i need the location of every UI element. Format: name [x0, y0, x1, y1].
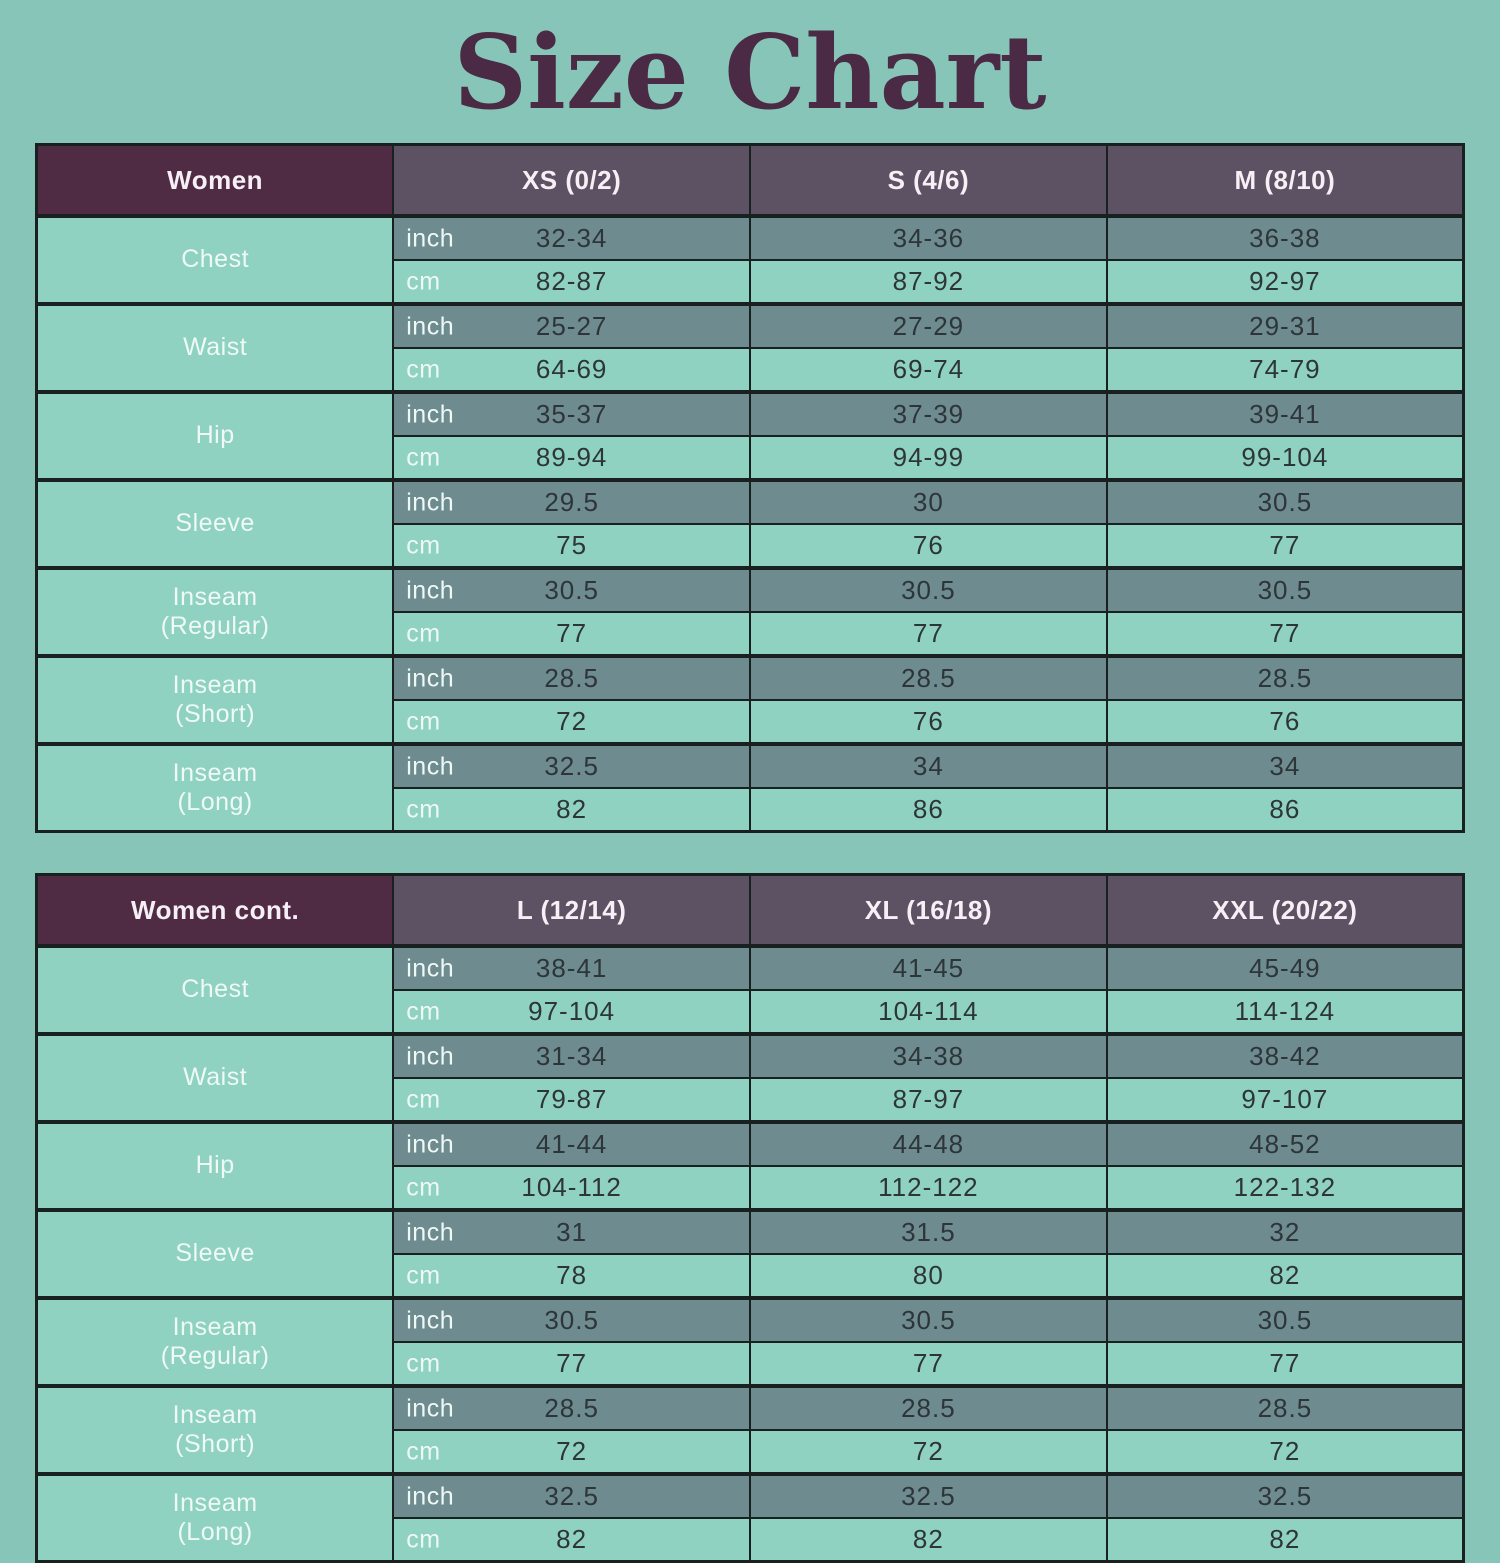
size-value: 38-41 — [535, 953, 608, 984]
size-value-cell — [393, 1474, 750, 1518]
unit-label-inch: inch — [406, 664, 455, 693]
size-value: 76 — [912, 706, 944, 737]
size-value-cell — [393, 568, 750, 612]
size-value-cell — [393, 946, 750, 990]
size-value-cell — [1107, 788, 1464, 832]
size-value: 30 — [912, 487, 944, 518]
measurement-subrow-inch — [37, 216, 1464, 260]
size-value-cell — [750, 1342, 1107, 1386]
size-value: 76 — [1269, 706, 1301, 737]
size-value-cell — [750, 1298, 1107, 1342]
table-body — [37, 946, 1464, 1562]
header-row — [37, 145, 1464, 217]
size-value: 79-87 — [535, 1084, 608, 1115]
size-table-women — [35, 143, 1465, 833]
size-value-cell — [1107, 1298, 1464, 1342]
size-value: 31 — [556, 1217, 588, 1248]
unit-label-cm: cm — [406, 997, 441, 1026]
unit-label-inch: inch — [406, 1218, 455, 1247]
size-value: 30.5 — [1257, 575, 1313, 606]
size-value-cell — [750, 744, 1107, 788]
size-value: 72 — [912, 1436, 944, 1467]
size-value: 77 — [556, 618, 588, 649]
size-value-cell — [393, 524, 750, 568]
unit-label-inch: inch — [406, 1394, 455, 1423]
size-value-cell — [750, 1518, 1107, 1562]
measurement-name: Inseam — [172, 1488, 258, 1517]
size-value: 82 — [1269, 1524, 1301, 1555]
size-value-cell — [750, 1210, 1107, 1254]
size-value-cell — [1107, 1254, 1464, 1298]
size-value: 31-34 — [535, 1041, 608, 1072]
size-value: 82 — [556, 1524, 588, 1555]
size-value-cell — [1107, 1342, 1464, 1386]
size-value: 82 — [1269, 1260, 1301, 1291]
size-value-cell — [750, 700, 1107, 744]
size-value: 34 — [912, 751, 944, 782]
unit-label-inch: inch — [406, 312, 455, 341]
size-value: 32.5 — [1257, 1481, 1313, 1512]
size-value: 31.5 — [901, 1217, 956, 1248]
page-title: Size Chart — [453, 13, 1047, 133]
size-value: 30.5 — [901, 575, 956, 606]
measurement-name: Inseam — [172, 670, 258, 699]
size-value: 87-92 — [892, 266, 965, 297]
size-value: 30.5 — [544, 1305, 599, 1336]
size-value-cell — [750, 260, 1107, 304]
measurement-label — [37, 656, 394, 744]
measurement-name: Inseam — [172, 758, 258, 787]
size-value-cell — [1107, 524, 1464, 568]
size-value: 28.5 — [1257, 1393, 1313, 1424]
size-value: 28.5 — [901, 1393, 956, 1424]
size-value: 28.5 — [544, 663, 599, 694]
size-value-cell — [750, 990, 1107, 1034]
size-value-cell — [393, 1122, 750, 1166]
size-value: 39-41 — [1249, 399, 1321, 430]
size-value: 97-104 — [528, 996, 616, 1027]
size-value: 82 — [556, 794, 588, 825]
size-value-cell — [393, 1254, 750, 1298]
size-value-cell — [393, 304, 750, 348]
size-value-cell — [750, 480, 1107, 524]
size-value-cell — [1107, 1122, 1464, 1166]
size-value: 86 — [912, 794, 944, 825]
size-value: 30.5 — [901, 1305, 956, 1336]
table-body — [37, 216, 1464, 832]
size-value-cell — [750, 304, 1107, 348]
size-value: 77 — [1269, 530, 1301, 561]
measurement-label — [37, 1298, 394, 1386]
unit-label-inch: inch — [406, 1482, 455, 1511]
measurement-name: Inseam — [172, 1400, 258, 1429]
size-value: 64-69 — [535, 354, 608, 385]
size-value-cell — [1107, 1034, 1464, 1078]
size-value: 77 — [912, 618, 944, 649]
size-value-cell — [750, 1474, 1107, 1518]
size-value: 41-45 — [892, 953, 965, 984]
size-value: 38-42 — [1249, 1041, 1321, 1072]
size-value-cell — [750, 216, 1107, 260]
unit-label-cm: cm — [406, 1525, 441, 1554]
unit-label-cm: cm — [406, 707, 441, 736]
unit-label-inch: inch — [406, 1042, 455, 1071]
unit-label-cm: cm — [406, 1085, 441, 1114]
size-value: 72 — [1269, 1436, 1301, 1467]
size-value-cell — [1107, 480, 1464, 524]
size-value: 69-74 — [892, 354, 965, 385]
size-value-cell — [1107, 436, 1464, 480]
size-value: 122-132 — [1233, 1172, 1337, 1203]
unit-label-cm: cm — [406, 1437, 441, 1466]
size-value-cell — [750, 348, 1107, 392]
size-value: 86 — [1269, 794, 1301, 825]
size-value-cell — [393, 1166, 750, 1210]
size-value: 74-79 — [1249, 354, 1321, 385]
measurement-name: Chest — [181, 975, 250, 1004]
size-value-cell — [750, 612, 1107, 656]
unit-label-cm: cm — [406, 795, 441, 824]
size-value: 92-97 — [1249, 266, 1321, 297]
size-table-women-cont — [35, 873, 1465, 1563]
measurement-label — [37, 568, 394, 656]
size-value-cell — [750, 568, 1107, 612]
unit-label-inch: inch — [406, 224, 455, 253]
unit-label-inch: inch — [406, 576, 455, 605]
size-value-cell — [393, 700, 750, 744]
measurement-label — [37, 480, 394, 568]
table-title-cell: Women cont. — [37, 875, 394, 947]
size-value: 94-99 — [892, 442, 965, 473]
size-value-cell — [750, 946, 1107, 990]
measurement-subrow-inch — [37, 744, 1464, 788]
size-value: 44-48 — [892, 1129, 965, 1160]
measurement-sublabel: (Regular) — [160, 1342, 270, 1371]
size-value-cell — [393, 612, 750, 656]
size-value: 80 — [912, 1260, 944, 1291]
size-value: 36-38 — [1249, 223, 1321, 254]
header-row — [37, 875, 1464, 947]
size-value-cell — [750, 1078, 1107, 1122]
size-value-cell — [393, 990, 750, 1034]
size-value: 37-39 — [892, 399, 965, 430]
size-value-cell — [1107, 946, 1464, 990]
measurement-label — [37, 216, 394, 304]
size-value-cell — [393, 436, 750, 480]
size-value: 77 — [1269, 618, 1301, 649]
measurement-sublabel: (Long) — [177, 788, 253, 817]
size-value-cell — [393, 656, 750, 700]
measurement-subrow-inch — [37, 480, 1464, 524]
size-value: 99-104 — [1241, 442, 1329, 473]
size-value: 87-97 — [892, 1084, 965, 1115]
unit-label-inch: inch — [406, 400, 455, 429]
size-value-cell — [393, 1078, 750, 1122]
size-value-cell — [393, 1386, 750, 1430]
unit-label-inch: inch — [406, 954, 455, 983]
measurement-subrow-inch — [37, 304, 1464, 348]
size-value: 35-37 — [535, 399, 608, 430]
size-column-header-l: L (12/14) — [393, 875, 750, 947]
measurement-name: Sleeve — [175, 1239, 255, 1268]
measurement-sublabel: (Regular) — [160, 612, 270, 641]
size-value-cell — [1107, 260, 1464, 304]
measurement-label — [37, 392, 394, 480]
measurement-label — [37, 1034, 394, 1122]
size-value: 32.5 — [544, 1481, 599, 1512]
size-value-cell — [750, 1430, 1107, 1474]
size-value-cell — [393, 1518, 750, 1562]
size-value: 28.5 — [544, 1393, 599, 1424]
size-value: 82-87 — [535, 266, 608, 297]
size-value: 34-36 — [892, 223, 965, 254]
size-value-cell — [1107, 1166, 1464, 1210]
size-value: 32 — [1269, 1217, 1301, 1248]
size-column-header-xs: XS (0/2) — [393, 145, 750, 217]
size-value-cell — [1107, 568, 1464, 612]
measurement-label — [37, 1386, 394, 1474]
size-value-cell — [393, 392, 750, 436]
size-value-cell — [750, 1034, 1107, 1078]
size-value-cell — [750, 1122, 1107, 1166]
measurement-sublabel: (Short) — [175, 1430, 256, 1459]
size-value: 41-44 — [535, 1129, 608, 1160]
size-column-header-m: M (8/10) — [1107, 145, 1464, 217]
measurement-subrow-inch — [37, 946, 1464, 990]
size-value-cell — [393, 480, 750, 524]
size-value: 97-107 — [1241, 1084, 1329, 1115]
size-value: 112-122 — [878, 1172, 979, 1203]
size-column-header-xl: XL (16/18) — [750, 875, 1107, 947]
size-value-cell — [1107, 348, 1464, 392]
unit-label-cm: cm — [406, 267, 441, 296]
unit-label-cm: cm — [406, 619, 441, 648]
unit-label-cm: cm — [406, 1173, 441, 1202]
unit-label-inch: inch — [406, 488, 455, 517]
size-value-cell — [1107, 700, 1464, 744]
size-value-cell — [750, 1166, 1107, 1210]
measurement-subrow-inch — [37, 1122, 1464, 1166]
unit-label-inch: inch — [406, 1130, 455, 1159]
measurement-label — [37, 1122, 394, 1210]
size-value-cell — [1107, 1518, 1464, 1562]
size-value: 77 — [1269, 1348, 1301, 1379]
size-value-cell — [393, 744, 750, 788]
size-value: 32.5 — [544, 751, 599, 782]
size-value-cell — [1107, 216, 1464, 260]
size-value-cell — [750, 656, 1107, 700]
measurement-name: Hip — [195, 1151, 235, 1180]
size-column-header-xxl: XXL (20/22) — [1107, 875, 1464, 947]
size-value: 25-27 — [535, 311, 608, 342]
measurement-subrow-inch — [37, 1210, 1464, 1254]
size-value-cell — [750, 436, 1107, 480]
size-value-cell — [1107, 1474, 1464, 1518]
size-value-cell — [393, 1342, 750, 1386]
size-value: 30.5 — [1257, 487, 1313, 518]
size-value: 27-29 — [892, 311, 965, 342]
measurement-label — [37, 1474, 394, 1562]
size-value: 77 — [912, 1348, 944, 1379]
measurement-subrow-inch — [37, 656, 1464, 700]
measurement-name: Chest — [181, 245, 250, 274]
size-value-cell — [1107, 656, 1464, 700]
measurement-name: Inseam — [172, 1312, 258, 1341]
size-value-cell — [393, 1210, 750, 1254]
size-value-cell — [1107, 392, 1464, 436]
measurement-sublabel: (Short) — [175, 700, 256, 729]
size-value: 48-52 — [1249, 1129, 1321, 1160]
measurement-subrow-inch — [37, 392, 1464, 436]
size-value-cell — [393, 788, 750, 832]
measurement-name: Waist — [183, 333, 248, 362]
measurement-name: Hip — [195, 421, 235, 450]
size-value: 76 — [912, 530, 944, 561]
size-value: 78 — [556, 1260, 588, 1291]
size-value-cell — [1107, 744, 1464, 788]
size-value: 30.5 — [1257, 1305, 1313, 1336]
measurement-subrow-inch — [37, 1474, 1464, 1518]
size-value: 34-38 — [892, 1041, 965, 1072]
size-value-cell — [1107, 990, 1464, 1034]
measurement-label — [37, 304, 394, 392]
size-value-cell — [1107, 1078, 1464, 1122]
size-value: 34 — [1269, 751, 1301, 782]
size-value-cell — [393, 1298, 750, 1342]
unit-label-cm: cm — [406, 531, 441, 560]
size-value: 72 — [556, 1436, 588, 1467]
size-value: 32.5 — [901, 1481, 956, 1512]
measurement-subrow-inch — [37, 1298, 1464, 1342]
measurement-subrow-inch — [37, 1386, 1464, 1430]
size-value: 75 — [556, 530, 588, 561]
size-value-cell — [393, 1430, 750, 1474]
size-value-cell — [393, 1034, 750, 1078]
unit-label-inch: inch — [406, 1306, 455, 1335]
size-value: 29.5 — [544, 487, 599, 518]
unit-label-inch: inch — [406, 752, 455, 781]
size-value-cell — [750, 524, 1107, 568]
size-value: 104-114 — [878, 996, 979, 1027]
size-value: 72 — [556, 706, 588, 737]
unit-label-cm: cm — [406, 1261, 441, 1290]
measurement-subrow-inch — [37, 568, 1464, 612]
size-value: 29-31 — [1249, 311, 1321, 342]
measurement-subrow-inch — [37, 1034, 1464, 1078]
unit-label-cm: cm — [406, 443, 441, 472]
measurement-name: Waist — [183, 1063, 248, 1092]
size-value: 89-94 — [535, 442, 608, 473]
measurement-label — [37, 744, 394, 832]
unit-label-cm: cm — [406, 355, 441, 384]
size-value-cell — [1107, 612, 1464, 656]
size-value-cell — [1107, 304, 1464, 348]
size-value: 77 — [556, 1348, 588, 1379]
size-value: 104-112 — [521, 1172, 622, 1203]
size-value-cell — [1107, 1386, 1464, 1430]
table-title-cell: Women — [37, 145, 394, 217]
size-value-cell — [393, 216, 750, 260]
size-column-header-s: S (4/6) — [750, 145, 1107, 217]
size-value-cell — [750, 788, 1107, 832]
size-value: 32-34 — [535, 223, 608, 254]
size-value-cell — [750, 1386, 1107, 1430]
measurement-label — [37, 946, 394, 1034]
measurement-label — [37, 1210, 394, 1298]
size-value-cell — [393, 348, 750, 392]
size-value-cell — [1107, 1430, 1464, 1474]
size-value: 28.5 — [1257, 663, 1313, 694]
size-value-cell — [1107, 1210, 1464, 1254]
size-value: 82 — [912, 1524, 944, 1555]
measurement-name: Inseam — [172, 582, 258, 611]
size-value: 114-124 — [1234, 996, 1336, 1027]
size-value: 28.5 — [901, 663, 956, 694]
size-value-cell — [750, 392, 1107, 436]
size-value: 30.5 — [544, 575, 599, 606]
unit-label-cm: cm — [406, 1349, 441, 1378]
size-value-cell — [750, 1254, 1107, 1298]
size-value-cell — [393, 260, 750, 304]
measurement-name: Sleeve — [175, 509, 255, 538]
measurement-sublabel: (Long) — [177, 1518, 253, 1547]
size-value: 45-49 — [1249, 953, 1321, 984]
